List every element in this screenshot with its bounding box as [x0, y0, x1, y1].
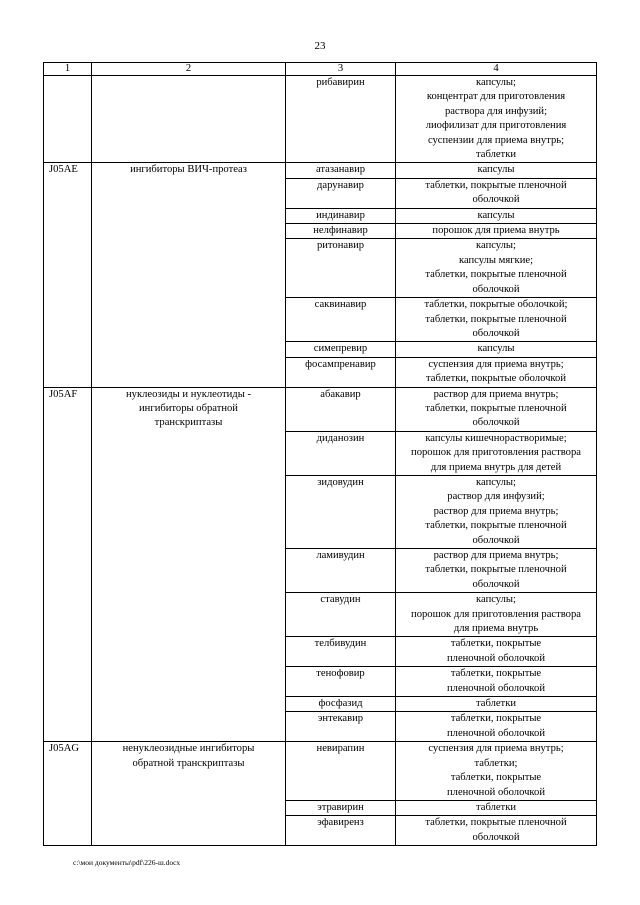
column-header: 1	[44, 63, 92, 76]
dosage-form-cell: таблетки, покрытые пленочной оболочкой	[396, 667, 597, 697]
atc-code-cell	[44, 76, 92, 163]
drug-name-cell: фосфазид	[286, 697, 396, 712]
table-row	[44, 76, 597, 163]
drug-name-cell: зидовудин	[286, 475, 396, 548]
drug-name-cell: саквинавир	[286, 298, 396, 342]
dosage-form-cell: капсулы	[396, 208, 597, 223]
dosage-form-cell: таблетки, покрытые пленочной оболочкой	[396, 178, 597, 208]
atc-code-cell: J05AE	[44, 163, 92, 387]
atc-code-cell: J05AG	[44, 742, 92, 846]
drug-name-cell: диданозин	[286, 431, 396, 475]
dosage-form-cell: таблетки	[396, 800, 597, 815]
table-row	[44, 742, 597, 801]
dosage-form-cell: капсулы; раствор для инфузий; раствор для приема внутрь; таблетки, покрытые пленочной оболочкой	[396, 475, 597, 548]
group-name-cell: нуклеозиды и нуклеотиды - ингибиторы обратной транскриптазы	[92, 387, 286, 742]
drug-name-cell: этравирин	[286, 800, 396, 815]
dosage-form-cell: капсулы; капсулы мягкие; таблетки, покрытые пленочной оболочкой	[396, 239, 597, 298]
page-number: 23	[314, 40, 326, 52]
dosage-form-cell: суспензия для приема внутрь; таблетки, покрытые оболочкой	[396, 357, 597, 387]
drug-table	[43, 62, 597, 846]
dosage-form-cell: таблетки	[396, 697, 597, 712]
dosage-form-cell: капсулы; концентрат для приготовления раствора для инфузий; лиофилизат для приготовления суспензии для приема внутрь; таблетки	[396, 76, 597, 163]
drug-name-cell: телбивудин	[286, 637, 396, 667]
dosage-form-cell: капсулы	[396, 163, 597, 178]
drug-name-cell: рибавирин	[286, 76, 396, 163]
group-name-cell	[92, 76, 286, 163]
header-row	[44, 63, 597, 76]
dosage-form-cell: таблетки, покрытые пленочной оболочкой	[396, 816, 597, 846]
drug-name-cell: фосампренавир	[286, 357, 396, 387]
dosage-form-cell: капсулы	[396, 342, 597, 357]
drug-name-cell: дарунавир	[286, 178, 396, 208]
group-name-cell: ингибиторы ВИЧ-протеаз	[92, 163, 286, 387]
drug-name-cell: атазанавир	[286, 163, 396, 178]
group-name-cell: ненуклеозидные ингибиторы обратной транскриптазы	[92, 742, 286, 846]
dosage-form-cell: раствор для приема внутрь; таблетки, покрытые пленочной оболочкой	[396, 387, 597, 431]
dosage-form-cell: раствор для приема внутрь; таблетки, покрытые пленочной оболочкой	[396, 549, 597, 593]
column-header: 2	[92, 63, 286, 76]
dosage-form-cell: капсулы кишечнорастворимые; порошок для приготовления раствора для приема внутрь для детей	[396, 431, 597, 475]
dosage-form-cell: капсулы; порошок для приготовления раствора для приема внутрь	[396, 593, 597, 637]
table-row	[44, 163, 597, 178]
drug-name-cell: абакавир	[286, 387, 396, 431]
drug-name-cell: индинавир	[286, 208, 396, 223]
drug-name-cell: ритонавир	[286, 239, 396, 298]
column-header: 3	[286, 63, 396, 76]
atc-code-cell: J05AF	[44, 387, 92, 742]
drug-name-cell: энтекавир	[286, 712, 396, 742]
dosage-form-cell: таблетки, покрытые оболочкой; таблетки, покрытые пленочной оболочкой	[396, 298, 597, 342]
drug-name-cell: ламивудин	[286, 549, 396, 593]
drug-name-cell: нелфинавир	[286, 224, 396, 239]
dosage-form-cell: таблетки, покрытые пленочной оболочкой	[396, 712, 597, 742]
file-path-footer: c:\мои документы\pdf\226-ш.docx	[73, 858, 181, 867]
dosage-form-cell: суспензия для приема внутрь; таблетки; таблетки, покрытые пленочной оболочкой	[396, 742, 597, 801]
table-row	[44, 387, 597, 431]
table-body	[44, 63, 597, 846]
drug-name-cell: ставудин	[286, 593, 396, 637]
dosage-form-cell: порошок для приема внутрь	[396, 224, 597, 239]
drug-name-cell: невирапин	[286, 742, 396, 801]
drug-name-cell: симепревир	[286, 342, 396, 357]
column-header: 4	[396, 63, 597, 76]
drug-name-cell: эфавиренз	[286, 816, 396, 846]
dosage-form-cell: таблетки, покрытые пленочной оболочкой	[396, 637, 597, 667]
drug-name-cell: тенофовир	[286, 667, 396, 697]
